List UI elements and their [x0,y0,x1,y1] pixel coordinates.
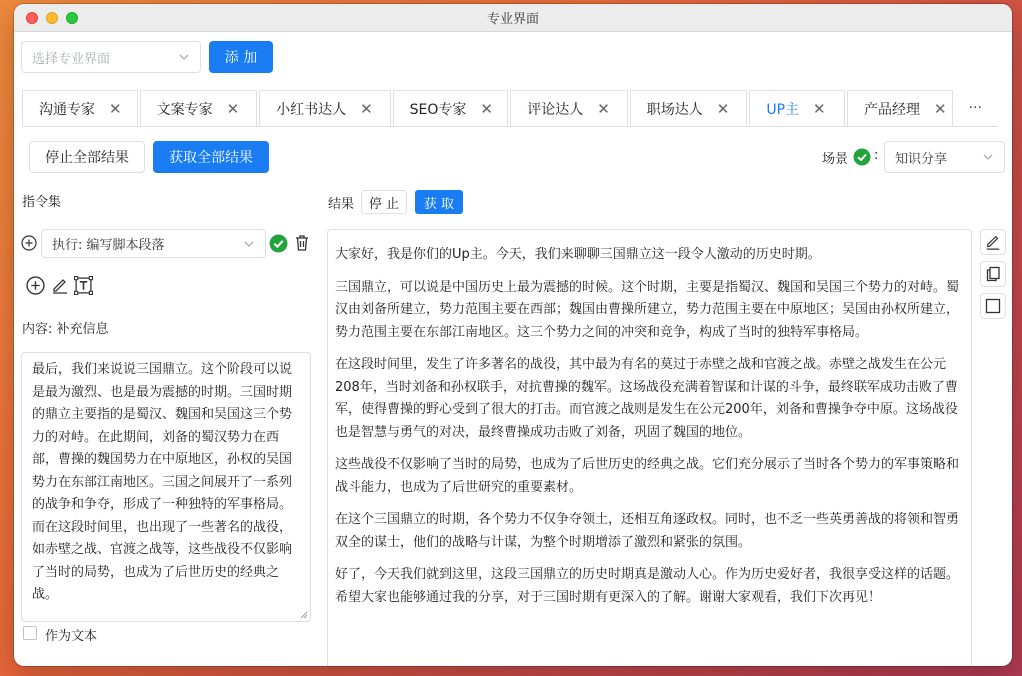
close-window-button[interactable] [26,12,38,24]
result-edit-button[interactable] [980,229,1006,255]
square-icon [985,298,1001,314]
as-text-checkbox[interactable] [23,626,37,640]
scene-colon: : [874,148,879,163]
result-paragraph: 大家好，我是你们的Up主。今天，我们来聊聊三国鼎立这一段令人激动的历史时期。 [335,247,821,262]
tab-close-icon[interactable]: ✕ [934,99,947,118]
tab-5[interactable] [630,90,748,126]
stop-all-button[interactable]: 停止全部结果 [29,141,145,173]
result-copy-button[interactable] [980,261,1006,287]
content-label: 内容: 补充信息 [22,322,109,337]
tab-label: 沟通专家 [39,101,95,118]
result-get-button[interactable]: 获 取 [415,190,463,214]
tab-label: 评论达人 [527,101,584,118]
result-paragraph: 在这段时间里，发生了许多著名的战役，其中最为有名的莫过于赤壁之战和官渡之战。赤壁之战发生在公元208年，当时刘备和孙权联手，对抗曹操的魏军。这场战役充满着智谋和计谋的斗争，最终联军成功击败了曹军，使得曹操的野心受到了很大的打击。而官渡之战则是发生在公元200年，刘备和曹操争夺中原。这场战役也是智慧与勇气的对决，最终曹操成功击败了刘备，巩固了魏国的地位。 [335,357,958,440]
tab-label: 小红书达人 [276,101,347,118]
tab-close-icon[interactable]: ✕ [360,99,373,118]
scene-select-value: 知识分享 [895,151,948,167]
get-all-button[interactable]: 获取全部结果 [153,141,269,173]
tab-bar [22,90,998,126]
chevron-down-icon [178,51,190,63]
edit-icon [985,234,1001,250]
tab-label: 产品经理 [864,101,921,118]
tab-4[interactable] [510,90,628,126]
add-circle-icon[interactable] [26,276,45,295]
check-circle-icon [269,234,288,253]
tab-close-icon[interactable]: ✕ [480,99,493,118]
profession-select-placeholder: 选择专业界面 [32,51,111,67]
trash-icon[interactable] [294,234,310,252]
resize-grip-icon[interactable] [300,611,308,619]
copy-icon [985,266,1001,282]
result-select-all-button[interactable] [980,293,1006,319]
text-box-icon[interactable] [74,276,93,295]
as-text-label: 作为文本 [45,629,98,644]
minimize-window-button[interactable] [46,12,58,24]
app-window [14,4,1012,666]
add-button[interactable]: 添 加 [209,41,273,73]
add-circle-icon[interactable] [21,235,37,251]
tab-7[interactable] [847,90,953,126]
tabs-divider [22,126,998,127]
content-text: 最后，我们来说说三国鼎立。这个阶段可以说是最为激烈、也是最为震撼的时期。三国时期的鼎立主要指的是蜀汉、魏国和吴国这三个势力的对峙。在此期间，刘备的蜀汉势力在西部，曹操的魏国势力在中原地区，孙权的吴国势力在东部江南地区。三国之间展开了一系列的战争和争夺，形成了一种独特的军事格局。而在这段时间里，也出现了一些著名的战役，如赤壁之战、官渡之战等，这些战役不仅影响了当时的局势，也成为了后世历史的经典之战。 [32,362,293,602]
result-label: 结果 [328,197,355,212]
chevron-down-icon [243,238,255,250]
command-select[interactable] [41,229,266,258]
tab-label: 文案专家 [156,101,213,118]
tab-close-icon[interactable]: ✕ [716,99,730,118]
tab-close-icon[interactable]: ✕ [226,99,240,118]
check-circle-icon [853,148,871,166]
title-bar [14,4,1012,32]
result-panel[interactable] [327,229,972,666]
result-stop-button[interactable]: 停 止 [361,190,407,214]
maximize-window-button[interactable] [66,12,78,24]
profession-select[interactable] [21,41,201,73]
commands-title: 指令集 [22,195,62,210]
chevron-down-icon [982,151,994,163]
command-select-value: 执行: 编写脚本段落 [52,238,165,253]
content-textarea[interactable] [21,352,311,622]
tab-1[interactable] [140,90,258,126]
scene-label: 场景 [822,152,849,167]
result-paragraph: 三国鼎立，可以说是中国历史上最为震撼的时候。这个时期，主要是指蜀汉、魏国和吴国三个势力的对峙。蜀汉由刘备所建立，势力范围主要在西部；魏国由曹操所建立，势力范围主要在中原地区；吴国由孙权所建立，势力范围主要在东部江南地区。这三个势力之间的冲突和竞争，构成了当时的独特军事格局。 [335,279,960,340]
tab-3[interactable] [393,90,509,126]
tab-close-icon[interactable]: ✕ [109,99,122,118]
tab-label: UP主 [766,101,800,118]
tab-0[interactable] [22,90,138,126]
window-title: 专业界面 [486,12,539,27]
scene-select[interactable] [884,141,1005,173]
tab-close-icon[interactable]: ✕ [597,99,610,118]
tabs-more-button[interactable]: ··· [955,90,996,126]
edit-icon[interactable] [51,276,69,294]
result-paragraph: 这些战役不仅影响了当时的局势，也成为了后世历史的经典之战。它们充分展示了当时各个势力的军事策略和战斗能力，也成为了后世研究的重要素材。 [335,457,960,495]
result-paragraph: 好了，今天我们就到这里，这段三国鼎立的历史时期真是激动人心。作为历史爱好者，我很享受这样的话题。希望大家也能够通过我的分享，对于三国时期有更深入的了解。谢谢大家观看，我们下次再见！ [335,567,960,605]
tab-2[interactable] [259,90,391,126]
tab-label: 职场达人 [646,101,703,118]
window-controls [26,12,78,24]
tab-close-icon[interactable]: ✕ [813,99,826,118]
result-paragraph: 在这个三国鼎立的时期，各个势力不仅争夺领土，还相互角逐政权。同时，也不乏一些英勇善战的将领和智勇双全的谋士，他们的战略与计谋，为整个时期增添了激烈和紧张的氛围。 [335,512,960,550]
tab-label: SEO专家 [409,101,467,118]
tab-6[interactable] [749,90,845,126]
